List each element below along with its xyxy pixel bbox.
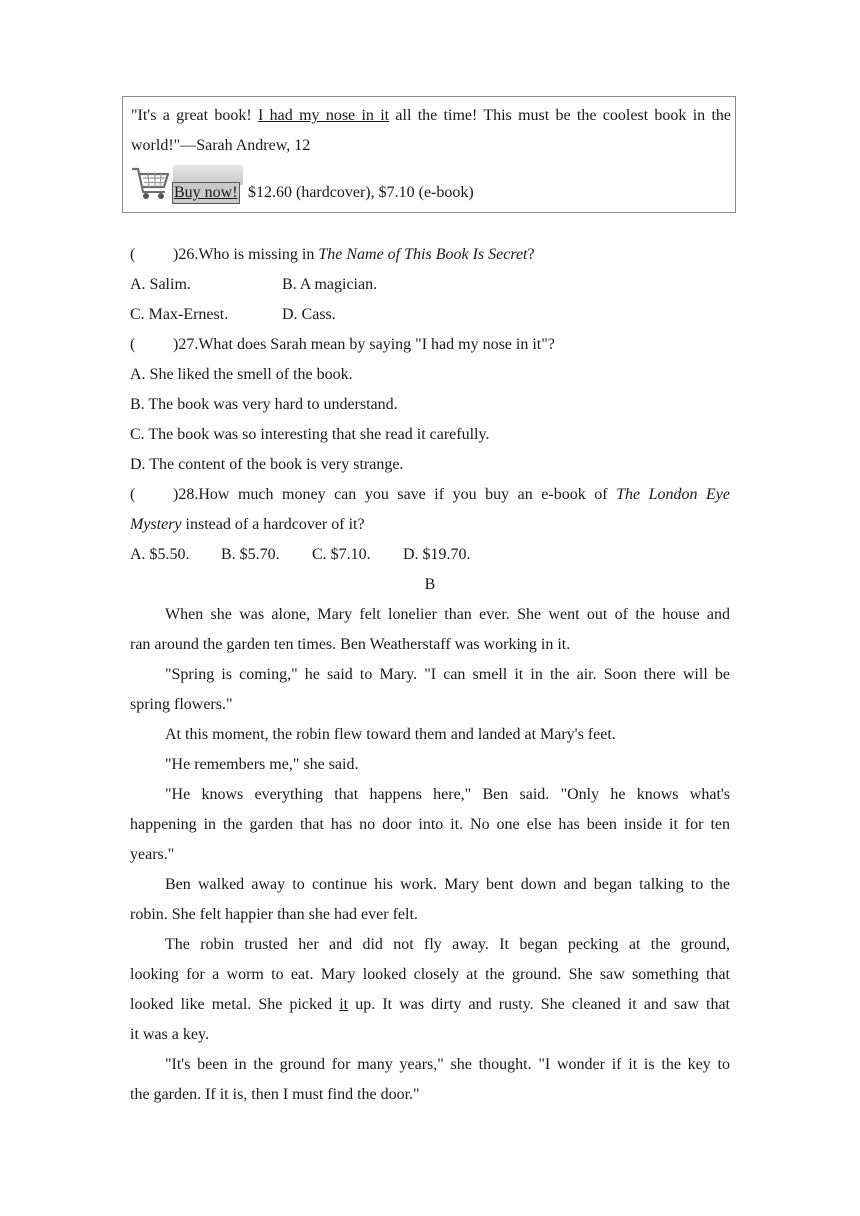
answer-blank[interactable] [130,330,173,360]
paragraph-line: "He remembers me," she said. [165,756,359,773]
paragraph-line: At this moment, the robin flew toward them and landed at Mary's feet. [165,726,616,743]
question-suffix: instead of a hardcover of it? [181,516,365,533]
question-content [130,240,730,1110]
paragraph-line: "It's been in the ground for many years," she thought. "I wonder if it is the key to [165,1056,730,1073]
purchase-row [131,163,731,203]
review-quote-start: "It's a great book! [131,107,259,124]
option-b[interactable]: B. A magician. [282,276,378,293]
question-suffix: ? [527,246,535,263]
paren-close: ) [173,486,179,503]
paragraph-line: ran around the garden ten times. Ben Weatherstaff was working in it. [130,636,571,653]
option-d[interactable]: D. Cass. [282,306,336,323]
answer-blank[interactable] [130,480,173,510]
options-row [130,300,730,330]
question-text: 26.Who is missing in [178,246,319,263]
option-d[interactable]: D. The content of the book is very strange. [130,456,404,473]
paragraph-line: the garden. If it is, then I must find the door." [130,1086,420,1103]
option-c[interactable]: C. Max-Ernest. [130,306,229,323]
section-heading: B [424,576,436,593]
shopping-cart-icon [131,165,171,201]
book-title: The London Eye [616,486,730,503]
question-28 [130,480,730,510]
paragraph-line: looking for a worm to eat. Mary looked closely at the ground. She saw something that [130,966,730,983]
paragraph-line: "He knows everything that happens here," Ben said. "Only he knows what's [165,786,730,803]
paragraph-line: years." [130,846,175,863]
option-a[interactable]: A. $5.50. [130,546,190,563]
paren-open: ( [130,246,136,263]
paragraph-line: Ben walked away to continue his work. Mary bent down and began talking to the [165,876,730,893]
paragraph-line: it was a key. [130,1026,209,1043]
paragraph-line: spring flowers." [130,696,233,713]
paragraph-line: The robin trusted her and did not fly away. It began pecking at the ground, [165,936,730,953]
text-span: looked like metal. She picked [130,996,340,1013]
book-title: The Name of This Book Is Secret [318,246,528,263]
question-text: 27.What does Sarah mean by saying "I had my nose in it"? [178,336,555,353]
paren-open: ( [130,336,136,353]
book-review-box [122,96,736,213]
option-c[interactable]: C. The book was so interesting that she read it carefully. [130,426,490,443]
paren-close: ) [173,246,179,263]
underlined-word: it [339,996,349,1013]
option-a[interactable]: A. Salim. [130,276,191,293]
option-d[interactable]: D. $19.70. [403,546,471,563]
options-row [130,540,730,570]
option-c[interactable]: C. $7.10. [312,546,371,563]
book-title-cont: Mystery [130,516,182,533]
paren-close: ) [173,336,179,353]
paragraph-line: robin. She felt happier than she had ever felt. [130,906,418,923]
question-text: 28.How much money can you save if you buy an e-book of [178,486,617,503]
paragraph-line [130,990,730,1020]
paren-open: ( [130,486,136,503]
underlined-phrase: I had my nose in it [258,107,390,124]
answer-blank[interactable] [130,240,173,270]
text-span: up. It was dirty and rusty. She cleaned it and saw that [348,996,730,1013]
paragraph-line: "Spring is coming," he said to Mary. "I can smell it in the air. Soon there will be [165,666,730,683]
option-b[interactable]: B. The book was very hard to understand. [130,396,398,413]
question-28-cont [130,510,730,540]
review-quote-rest: all the time! This must be the coolest book in the world!"—Sarah Andrew, 12 [131,107,731,154]
question-27 [130,330,730,360]
options-row [130,270,730,300]
option-a[interactable]: A. She liked the smell of the book. [130,366,353,383]
option-b[interactable]: B. $5.70. [221,546,280,563]
review-quote [131,101,731,161]
question-26 [130,240,730,270]
paragraph-line: When she was alone, Mary felt lonelier than ever. She went out of the house and [165,606,730,623]
paragraph-line: happening in the garden that has no door into it. No one else has been inside it for ten [130,816,730,833]
price-text: $12.60 (hardcover), $7.10 (e-book) [248,184,474,201]
buy-now-button[interactable]: Buy now! [172,182,240,204]
